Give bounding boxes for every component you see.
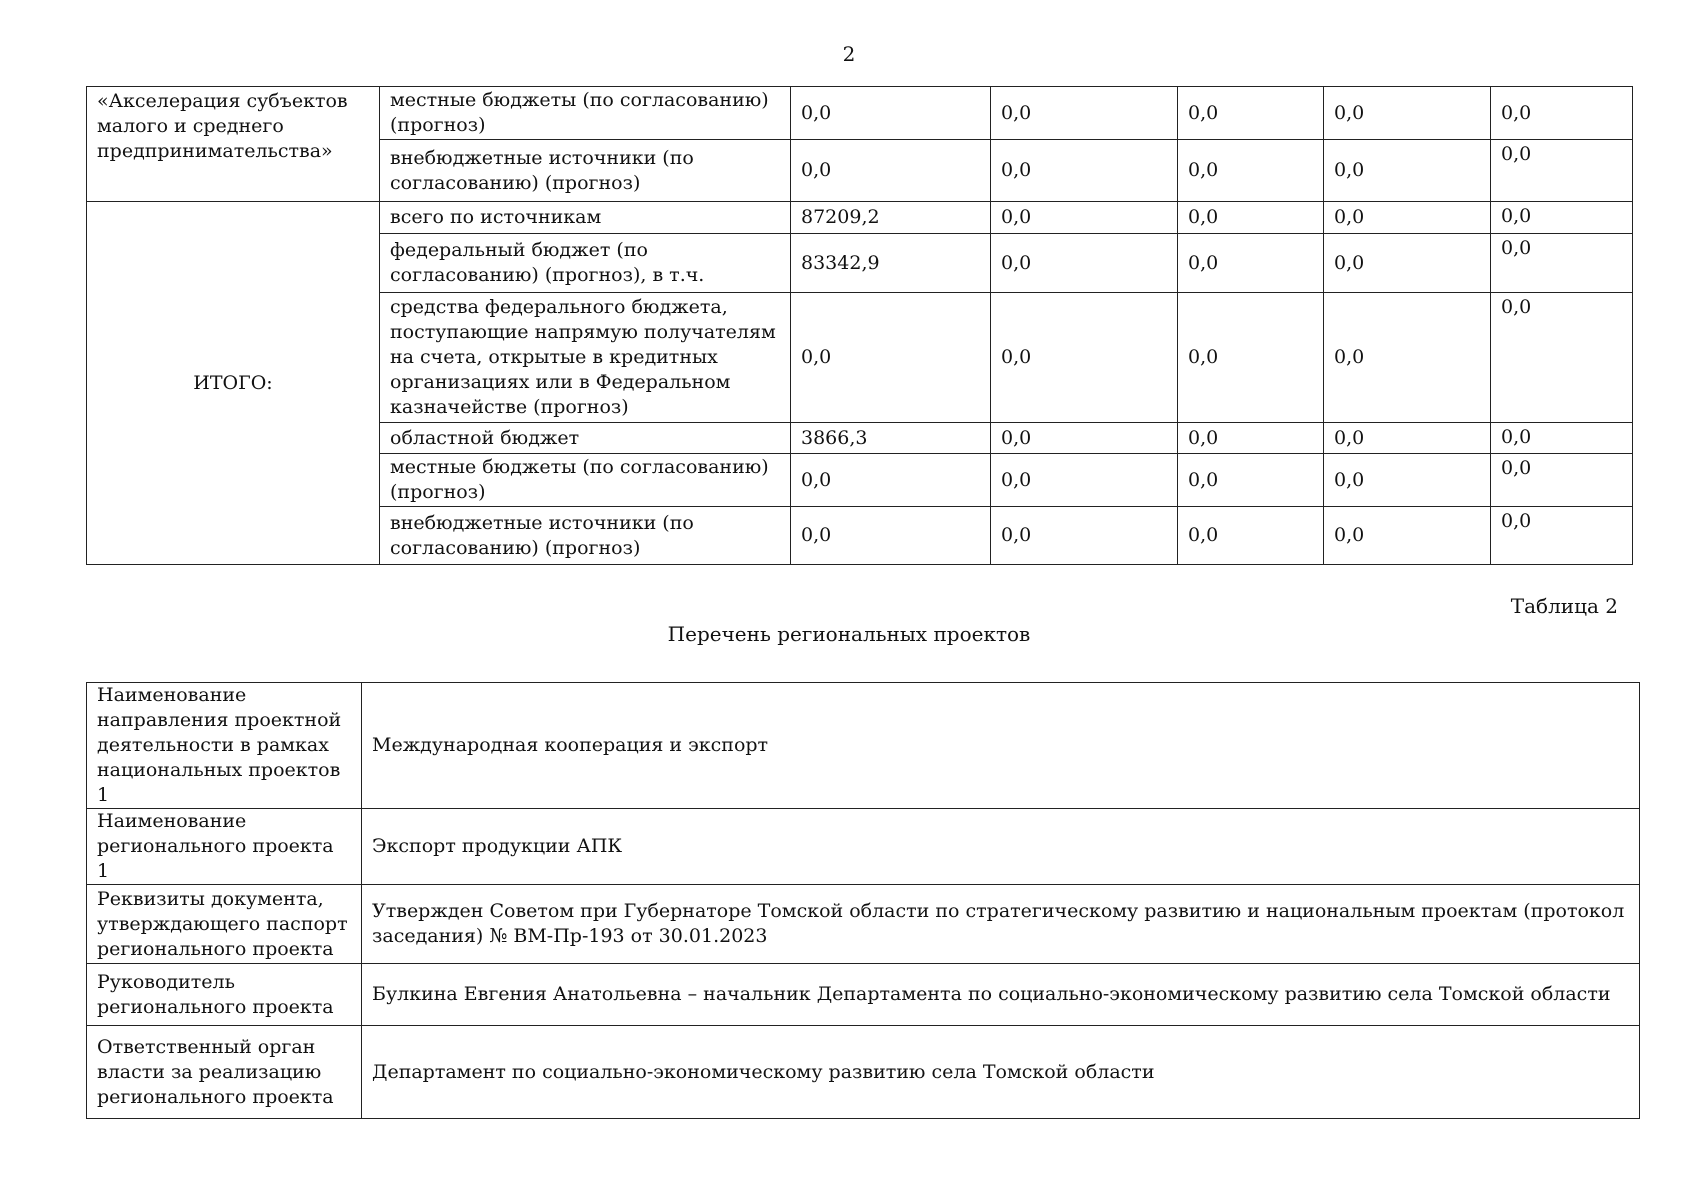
- source-cell: средства федерального бюджета, поступающие напрямую получателям на счета, открытые в кредитных организациях или в Федеральном казначействе (прогноз): [380, 293, 791, 423]
- value-cell: 0,0: [1178, 293, 1324, 423]
- regional-projects-table: [86, 682, 1640, 1119]
- field-value: Департамент по социально-экономическому развитию села Томской области: [362, 1026, 1640, 1119]
- table-title: Перечень региональных проектов: [667, 622, 1031, 646]
- field-value: Булкина Евгения Анатольевна – начальник Департамента по социально-экономическому развитию села Томской области: [362, 964, 1640, 1026]
- value-cell: 0,0: [1178, 202, 1324, 234]
- value-cell: 0,0: [1178, 140, 1324, 202]
- financing-table: [86, 86, 1633, 565]
- source-cell: местные бюджеты (по согласованию) (прогноз): [380, 87, 791, 140]
- table-row: [87, 87, 1633, 140]
- value-cell: 0,0: [791, 87, 991, 140]
- value-cell: 0,0: [1491, 293, 1633, 423]
- value-cell: 0,0: [1324, 293, 1491, 423]
- value-cell: 0,0: [1324, 507, 1491, 565]
- value-cell: 0,0: [791, 507, 991, 565]
- value-cell: 0,0: [991, 507, 1178, 565]
- value-cell: 87209,2: [791, 202, 991, 234]
- value-cell: 0,0: [1491, 87, 1633, 140]
- source-cell: внебюджетные источники (по согласованию) (прогноз): [380, 507, 791, 565]
- value-cell: 0,0: [1324, 202, 1491, 234]
- project-name-cell: «Акселерация субъектов малого и среднего предпринимательства»: [87, 87, 380, 202]
- field-value: Экспорт продукции АПК: [362, 809, 1640, 885]
- field-label: Руководитель регионального проекта: [87, 964, 362, 1026]
- field-label: Ответственный орган власти за реализацию регионального проекта: [87, 1026, 362, 1119]
- value-cell: 0,0: [1491, 454, 1633, 507]
- table-row: [87, 202, 1633, 234]
- value-cell: 3866,3: [791, 423, 991, 454]
- value-cell: 0,0: [1491, 140, 1633, 202]
- value-cell: 0,0: [1324, 234, 1491, 293]
- value-cell: 0,0: [991, 202, 1178, 234]
- value-cell: 0,0: [1178, 454, 1324, 507]
- value-cell: 0,0: [1178, 234, 1324, 293]
- value-cell: 0,0: [1324, 423, 1491, 454]
- value-cell: 0,0: [1178, 87, 1324, 140]
- field-label: Реквизиты документа, утверждающего паспорт регионального проекта: [87, 885, 362, 964]
- value-cell: 0,0: [991, 423, 1178, 454]
- table-caption: Таблица 2: [1510, 594, 1618, 618]
- value-cell: 0,0: [1178, 507, 1324, 565]
- page-number: 2: [842, 42, 856, 66]
- value-cell: 83342,9: [791, 234, 991, 293]
- field-label: Наименование направления проектной деятельности в рамках национальных проектов 1: [87, 683, 362, 809]
- value-cell: 0,0: [791, 454, 991, 507]
- source-cell: федеральный бюджет (по согласованию) (прогноз), в т.ч.: [380, 234, 791, 293]
- value-cell: 0,0: [791, 293, 991, 423]
- field-value: Утвержден Советом при Губернаторе Томской области по стратегическому развитию и национальным проектам (протокол заседания) № ВМ-Пр-193 от 30.01.2023: [362, 885, 1640, 964]
- table-row: [87, 1026, 1640, 1119]
- value-cell: 0,0: [991, 87, 1178, 140]
- value-cell: 0,0: [1491, 507, 1633, 565]
- total-label-cell: ИТОГО:: [87, 202, 380, 565]
- value-cell: 0,0: [1324, 454, 1491, 507]
- table-row: [87, 964, 1640, 1026]
- field-label: Наименование регионального проекта 1: [87, 809, 362, 885]
- source-cell: всего по источникам: [380, 202, 791, 234]
- value-cell: 0,0: [1324, 140, 1491, 202]
- value-cell: 0,0: [1178, 423, 1324, 454]
- value-cell: 0,0: [1491, 234, 1633, 293]
- value-cell: 0,0: [991, 454, 1178, 507]
- value-cell: 0,0: [791, 140, 991, 202]
- value-cell: 0,0: [1491, 423, 1633, 454]
- value-cell: 0,0: [1491, 202, 1633, 234]
- table-row: [87, 683, 1640, 809]
- field-value: Международная кооперация и экспорт: [362, 683, 1640, 809]
- table-row: [87, 885, 1640, 964]
- value-cell: 0,0: [991, 140, 1178, 202]
- source-cell: областной бюджет: [380, 423, 791, 454]
- value-cell: 0,0: [991, 234, 1178, 293]
- value-cell: 0,0: [991, 293, 1178, 423]
- source-cell: местные бюджеты (по согласованию) (прогноз): [380, 454, 791, 507]
- value-cell: 0,0: [1324, 87, 1491, 140]
- table-row: [87, 809, 1640, 885]
- source-cell: внебюджетные источники (по согласованию) (прогноз): [380, 140, 791, 202]
